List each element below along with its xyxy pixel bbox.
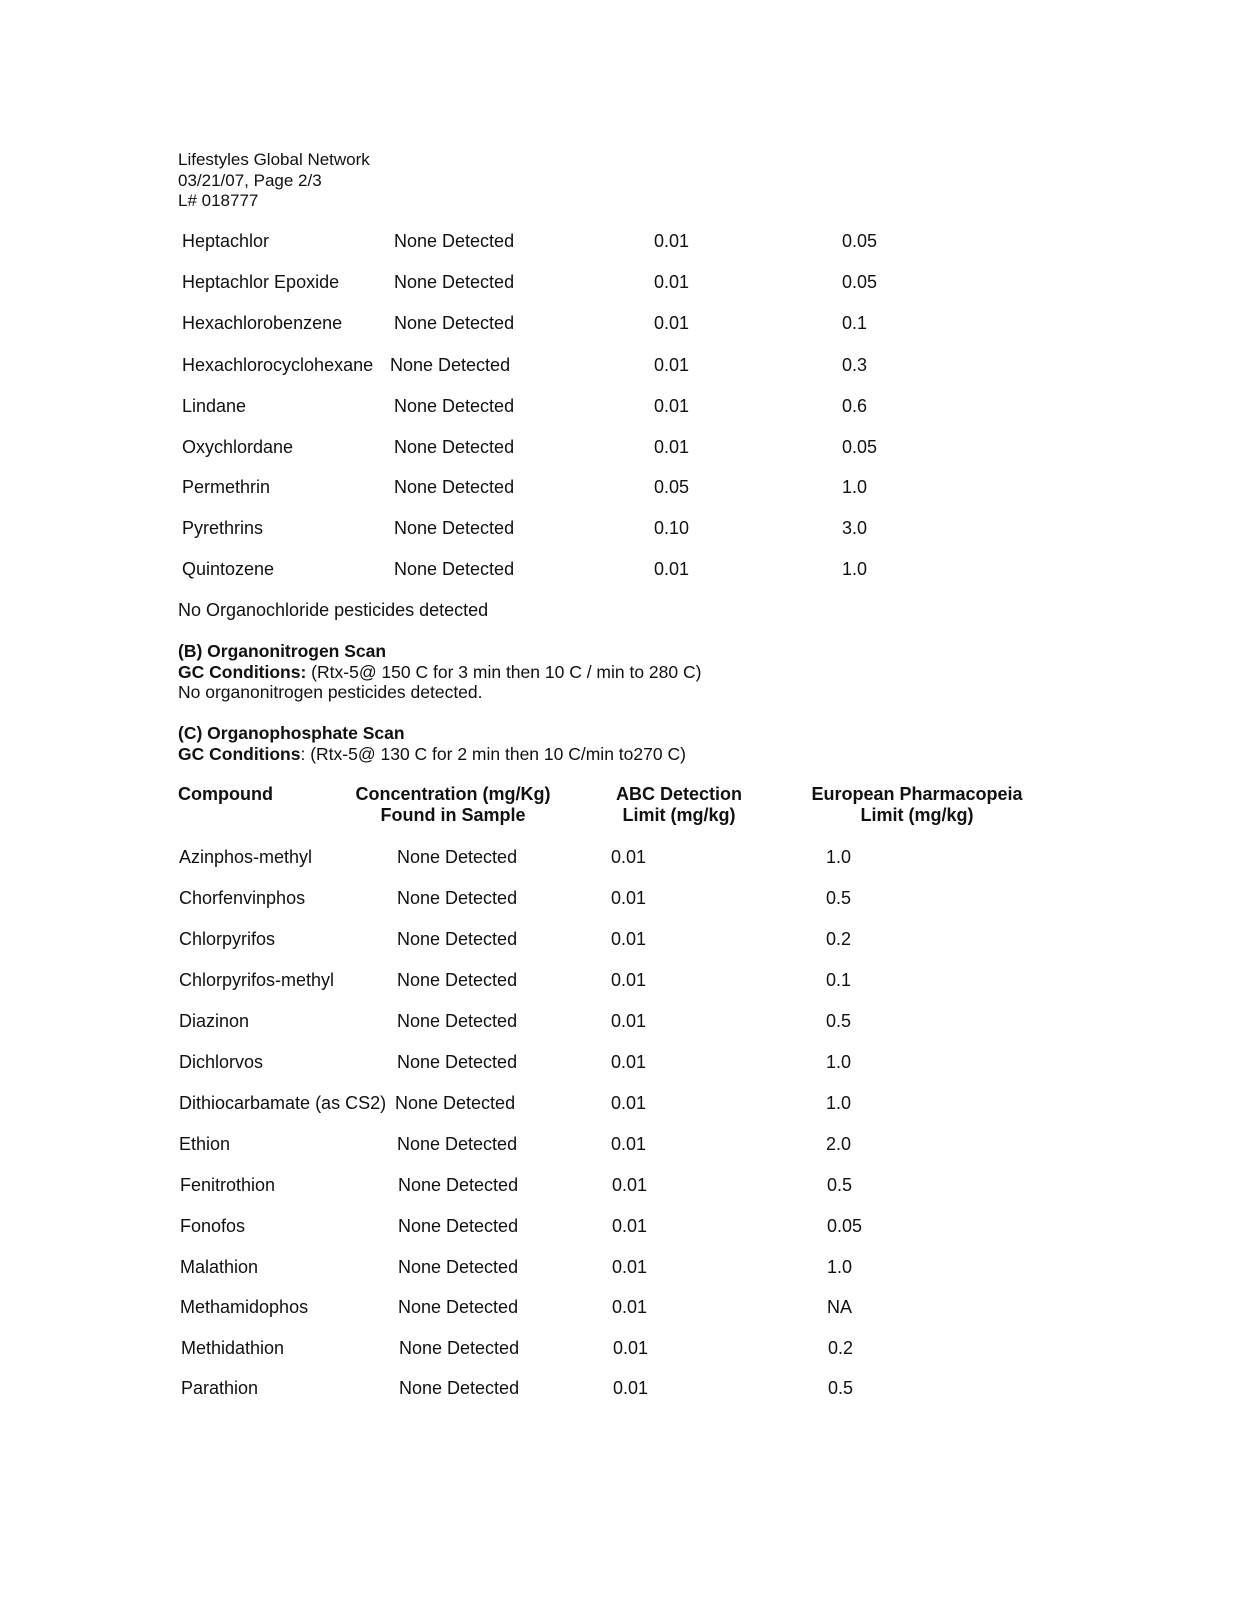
compound-name: Heptachlor Epoxide xyxy=(182,272,340,292)
company-name: Lifestyles Global Network xyxy=(178,150,370,169)
detection-limit: 0.05 xyxy=(654,477,690,497)
section-organophosphate xyxy=(178,723,686,764)
detection-limit: 0.01 xyxy=(612,1175,648,1195)
detection-limit: 0.01 xyxy=(654,396,690,416)
compound-name: Dichlorvos xyxy=(179,1052,264,1072)
ep-limit: 2.0 xyxy=(826,1134,852,1154)
detection-limit: 0.10 xyxy=(654,518,690,538)
ep-limit: 0.2 xyxy=(826,929,852,949)
result-value: None Detected xyxy=(394,477,515,497)
compound-name: Azinphos-methyl xyxy=(179,847,313,867)
gc-conditions-label: GC Conditions: xyxy=(178,661,307,682)
result-value: None Detected xyxy=(398,1297,519,1317)
result-value: None Detected xyxy=(394,396,515,416)
compound-name: Hexachlorocyclohexane xyxy=(182,355,374,375)
gc-conditions-value: : (Rtx-5@ 130 C for 2 min then 10 C/min to270 C) xyxy=(300,743,686,764)
lot-number: L# 018777 xyxy=(178,191,259,210)
compound-name: Fenitrothion xyxy=(180,1175,276,1195)
header-abc-line2: Limit (mg/kg) xyxy=(622,805,736,825)
header-ep-line2: Limit (mg/kg) xyxy=(860,805,974,825)
detection-limit: 0.01 xyxy=(611,929,647,949)
header-ep-line1: European Pharmacopeia xyxy=(811,784,1023,804)
table-row xyxy=(182,558,1062,580)
result-value: None Detected xyxy=(394,518,515,538)
result-value: None Detected xyxy=(390,355,511,375)
table-row xyxy=(182,312,1062,334)
result-value: None Detected xyxy=(397,1052,518,1072)
result-value: None Detected xyxy=(394,272,515,292)
detection-limit: 0.01 xyxy=(654,559,690,579)
result-value: None Detected xyxy=(397,847,518,867)
detection-limit: 0.01 xyxy=(613,1338,649,1358)
header-concentration xyxy=(355,784,551,826)
section-organonitrogen xyxy=(178,641,701,703)
result-value: None Detected xyxy=(397,888,518,908)
table-row xyxy=(180,1174,1060,1196)
organochlorine-note: No Organochloride pesticides detected xyxy=(178,600,489,620)
compound-name: Dithiocarbamate (as CS2) xyxy=(179,1093,387,1113)
ep-limit: NA xyxy=(827,1297,853,1317)
detection-limit: 0.01 xyxy=(611,1093,647,1113)
detection-limit: 0.01 xyxy=(611,847,647,867)
compound-name: Ethion xyxy=(179,1134,231,1154)
header-compound xyxy=(178,784,273,805)
table-row xyxy=(179,846,1059,868)
result-value: None Detected xyxy=(394,313,515,333)
gc-conditions-label: GC Conditions xyxy=(178,743,301,764)
ep-limit: 0.05 xyxy=(827,1216,863,1236)
ep-limit: 1.0 xyxy=(842,559,868,579)
report-header xyxy=(178,150,370,212)
ep-limit: 0.1 xyxy=(842,313,868,333)
ep-limit: 0.2 xyxy=(828,1338,854,1358)
detection-limit: 0.01 xyxy=(611,1052,647,1072)
ep-limit: 1.0 xyxy=(842,477,868,497)
table-row xyxy=(182,517,1062,539)
detection-limit: 0.01 xyxy=(613,1378,649,1398)
detection-limit: 0.01 xyxy=(611,1134,647,1154)
gc-conditions-value: (Rtx-5@ 150 C for 3 min then 10 C / min to 280 C) xyxy=(306,661,702,682)
section-title: (B) Organonitrogen Scan xyxy=(178,641,387,661)
ep-limit: 0.05 xyxy=(842,437,878,457)
table-row xyxy=(179,928,1059,950)
table-row xyxy=(182,271,1062,293)
ep-limit: 1.0 xyxy=(827,1257,853,1277)
ep-limit: 0.5 xyxy=(826,888,852,908)
table-row xyxy=(182,230,1062,252)
table-row xyxy=(180,1215,1060,1237)
detection-limit: 0.01 xyxy=(611,888,647,908)
table-row xyxy=(180,1256,1060,1278)
table-row xyxy=(181,1377,1061,1399)
table-row xyxy=(179,1092,1059,1114)
detection-limit: 0.01 xyxy=(654,437,690,457)
ep-limit: 0.5 xyxy=(826,1011,852,1031)
result-value: None Detected xyxy=(398,1175,519,1195)
date-page: 03/21/07, Page 2/3 xyxy=(178,170,322,190)
header-ep-limit xyxy=(810,784,1024,826)
table-row xyxy=(179,969,1059,991)
result-value: None Detected xyxy=(397,929,518,949)
compound-name: Lindane xyxy=(182,396,247,416)
ep-limit: 1.0 xyxy=(826,847,852,867)
detection-limit: 0.01 xyxy=(654,231,690,251)
compound-name: Hexachlorobenzene xyxy=(182,313,343,333)
detection-limit: 0.01 xyxy=(654,355,690,375)
ep-limit: 1.0 xyxy=(826,1052,852,1072)
ep-limit: 0.5 xyxy=(827,1175,853,1195)
result-value: None Detected xyxy=(394,231,515,251)
header-compound-text: Compound xyxy=(178,784,273,804)
table-row xyxy=(179,1051,1059,1073)
result-value: None Detected xyxy=(394,559,515,579)
detection-limit: 0.01 xyxy=(611,970,647,990)
result-value: None Detected xyxy=(397,1134,518,1154)
detection-limit: 0.01 xyxy=(654,272,690,292)
ep-limit: 0.1 xyxy=(826,970,852,990)
compound-name: Heptachlor xyxy=(182,231,270,251)
table-row xyxy=(182,354,1062,376)
compound-name: Parathion xyxy=(181,1378,259,1398)
compound-name: Chorfenvinphos xyxy=(179,888,306,908)
header-abc-limit xyxy=(610,784,748,826)
detection-limit: 0.01 xyxy=(654,313,690,333)
ep-limit: 1.0 xyxy=(826,1093,852,1113)
compound-name: Fonofos xyxy=(180,1216,246,1236)
header-concentration-line1: Concentration (mg/Kg) xyxy=(355,784,551,804)
table-row xyxy=(181,1337,1061,1359)
result-value: None Detected xyxy=(394,437,515,457)
header-abc-line1: ABC Detection xyxy=(615,784,742,804)
section-result: No organonitrogen pesticides detected. xyxy=(178,682,483,702)
table-row xyxy=(179,887,1059,909)
header-concentration-line2: Found in Sample xyxy=(380,805,526,825)
table-row xyxy=(179,1133,1059,1155)
result-value: None Detected xyxy=(398,1257,519,1277)
compound-name: Quintozene xyxy=(182,559,275,579)
ep-limit: 0.05 xyxy=(842,231,878,251)
result-value: None Detected xyxy=(398,1216,519,1236)
table-row xyxy=(182,476,1062,498)
result-value: None Detected xyxy=(397,970,518,990)
result-value: None Detected xyxy=(397,1011,518,1031)
section-title: (C) Organophosphate Scan xyxy=(178,723,405,743)
table-header xyxy=(178,784,1078,830)
table-row xyxy=(182,395,1062,417)
gc-conditions xyxy=(178,662,701,683)
ep-limit: 3.0 xyxy=(842,518,868,538)
compound-name: Chlorpyrifos-methyl xyxy=(179,970,335,990)
compound-name: Malathion xyxy=(180,1257,259,1277)
compound-name: Methamidophos xyxy=(180,1297,309,1317)
compound-name: Permethrin xyxy=(182,477,271,497)
result-value: None Detected xyxy=(395,1093,516,1113)
gc-conditions xyxy=(178,744,686,765)
detection-limit: 0.01 xyxy=(611,1011,647,1031)
compound-name: Pyrethrins xyxy=(182,518,264,538)
table-row xyxy=(179,1010,1059,1032)
detection-limit: 0.01 xyxy=(612,1216,648,1236)
ep-limit: 0.05 xyxy=(842,272,878,292)
compound-name: Oxychlordane xyxy=(182,437,294,457)
result-value: None Detected xyxy=(399,1378,520,1398)
result-value: None Detected xyxy=(399,1338,520,1358)
ep-limit: 0.6 xyxy=(842,396,868,416)
table-row xyxy=(182,436,1062,458)
compound-name: Chlorpyrifos xyxy=(179,929,276,949)
compound-name: Diazinon xyxy=(179,1011,250,1031)
ep-limit: 0.3 xyxy=(842,355,868,375)
table-row xyxy=(180,1296,1060,1318)
ep-limit: 0.5 xyxy=(828,1378,854,1398)
detection-limit: 0.01 xyxy=(612,1297,648,1317)
detection-limit: 0.01 xyxy=(612,1257,648,1277)
compound-name: Methidathion xyxy=(181,1338,285,1358)
